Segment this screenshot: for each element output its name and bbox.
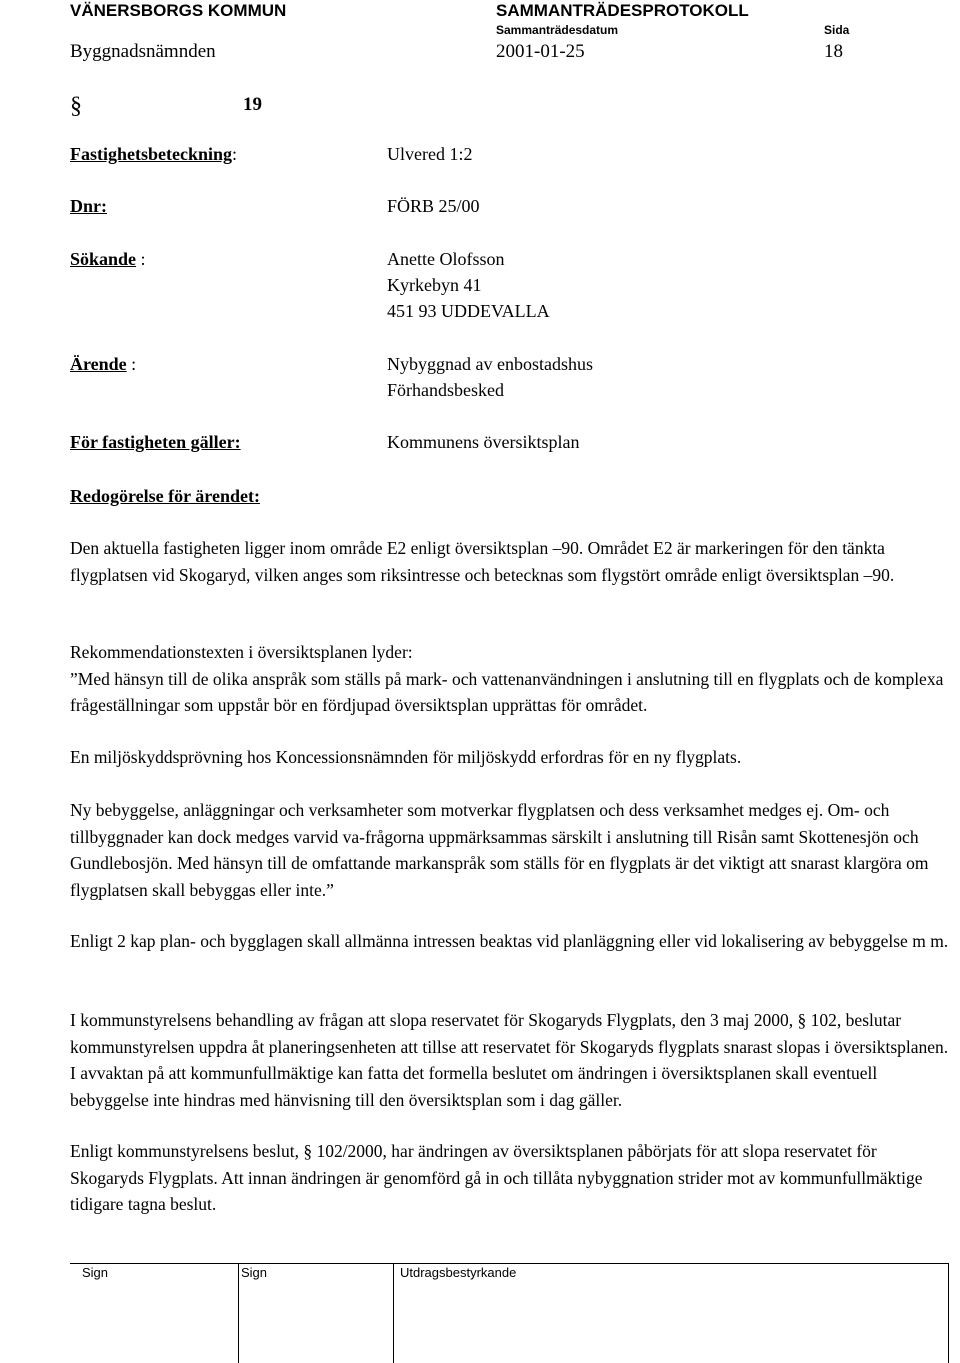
applicant-value <box>387 246 550 324</box>
applies-value: Kommunens översiktsplan <box>387 432 580 452</box>
applicant-city: 451 93 UDDEVALLA <box>387 301 550 321</box>
applicant-street: Kyrkebyn 41 <box>387 275 482 295</box>
dnr-value: FÖRB 25/00 <box>387 196 480 216</box>
board-name: Byggnadsnämnden <box>70 41 216 62</box>
report-paragraph-3 <box>70 744 950 771</box>
page-label: Sida <box>824 23 850 37</box>
footer-separator-1 <box>238 1263 239 1363</box>
report-paragraph-5 <box>70 928 950 955</box>
footer-sign-1: Sign <box>82 1265 109 1280</box>
paragraph-text: Rekommendationstexten i översiktsplanen lyder: <box>70 642 413 662</box>
report-paragraph-6 <box>70 1007 950 1113</box>
paragraph-text: En miljöskyddsprövning hos Koncessionsnämnden för miljöskydd erfordras för en ny flygplats. <box>70 747 742 767</box>
footer-extract: Utdragsbestyrkande <box>400 1265 517 1280</box>
report-paragraph-7 <box>70 1138 950 1218</box>
applies-label: För fastigheten gäller: <box>70 432 241 452</box>
footer-sign-2: Sign <box>241 1265 268 1280</box>
paragraph-symbol: § <box>70 93 82 119</box>
footer-separator-2 <box>393 1263 394 1363</box>
paragraph-text: Den aktuella fastigheten ligger inom område E2 enligt översiktsplan –90. Området E2 är markeringen för den tänkta flygplatsen vid Skogaryd, vilken anges som riksintresse och betecknas som flygstört område enligt översiktsplan –90. <box>70 538 895 585</box>
matter-line-2: Förhandsbesked <box>387 380 504 400</box>
paragraph-text: Enligt kommunstyrelsens beslut, § 102/2000, har ändringen av översiktsplanen påbörjats för att slopa reservatet för Skogaryds Flygplats. Att innan ändringen är genomförd gå in och tillåta nybyggnation strider mot av kommunfullmäktige tidigare tagna beslut. <box>70 1141 923 1214</box>
dnr-label: Dnr: <box>70 196 107 216</box>
municipality-name: VÄNERSBORGS KOMMUN <box>70 1 287 20</box>
paragraph-number: 19 <box>243 94 262 115</box>
applicant-label: Sökande : <box>70 249 146 269</box>
protocol-title: SAMMANTRÄDESPROTOKOLL <box>496 1 749 20</box>
meeting-date: 2001-01-25 <box>496 41 585 62</box>
paragraph-text: Enligt 2 kap plan- och bygglagen skall allmänna intressen beaktas vid planläggning eller vid lokalisering av bebyggelse m m. <box>70 931 949 951</box>
paragraph-text: I kommunstyrelsens behandling av frågan att slopa reservatet för Skogaryds Flygplats, den 3 maj 2000, § 102, beslutar kommunstyrelsen uppdra åt planeringsenheten att tillse att reservatet för Skogaryds flygplats snarast slopas i översiktsplanen. I avvaktan på att kommunfullmäktige kan fatta det formella beslutet om ändringen i översiktsplanen skall eventuell bebyggelse inte hindras med hänvisning till den översiktsplan som i dag gäller. <box>70 1010 949 1110</box>
report-heading: Redogörelse för ärendet: <box>70 486 260 506</box>
paragraph-text: Ny bebyggelse, anläggningar och verksamheter som motverkar flygplatsen och dess verksamhet medges ej. Om- och tillbyggnader kan dock medges varvid va-frågorna uppmärksammas särskilt i anslutning till Risån samt Skottenesjön och Gundlebosjön. Med hänsyn till de omfattande markanspråk som ställs för en flygplats är det viktigt att snarast klargöra om flygplatsen skall bebyggas eller inte.” <box>70 800 929 900</box>
property-label: Fastighetsbeteckning: <box>70 144 238 164</box>
report-paragraph-2 <box>70 639 950 719</box>
date-label: Sammanträdesdatum <box>496 23 619 37</box>
matter-value <box>387 351 593 403</box>
matter-label: Ärende : <box>70 354 137 374</box>
applicant-name: Anette Olofsson <box>387 249 505 269</box>
report-paragraph-4 <box>70 797 950 903</box>
property-value: Ulvered 1:2 <box>387 144 473 164</box>
report-paragraph-1 <box>70 535 950 588</box>
page-number: 18 <box>824 41 843 62</box>
footer-separator-3 <box>948 1263 949 1363</box>
quote-text: ”Med hänsyn till de olika anspråk som ställs på mark- och vattenanvändningen i anslutning till en flygplats och de komplexa frågeställningar som uppstår bör en fördjupad översiktsplan upprättas för området. <box>70 668 944 715</box>
footer-divider <box>70 1263 948 1264</box>
matter-line-1: Nybyggnad av enbostadshus <box>387 354 593 374</box>
